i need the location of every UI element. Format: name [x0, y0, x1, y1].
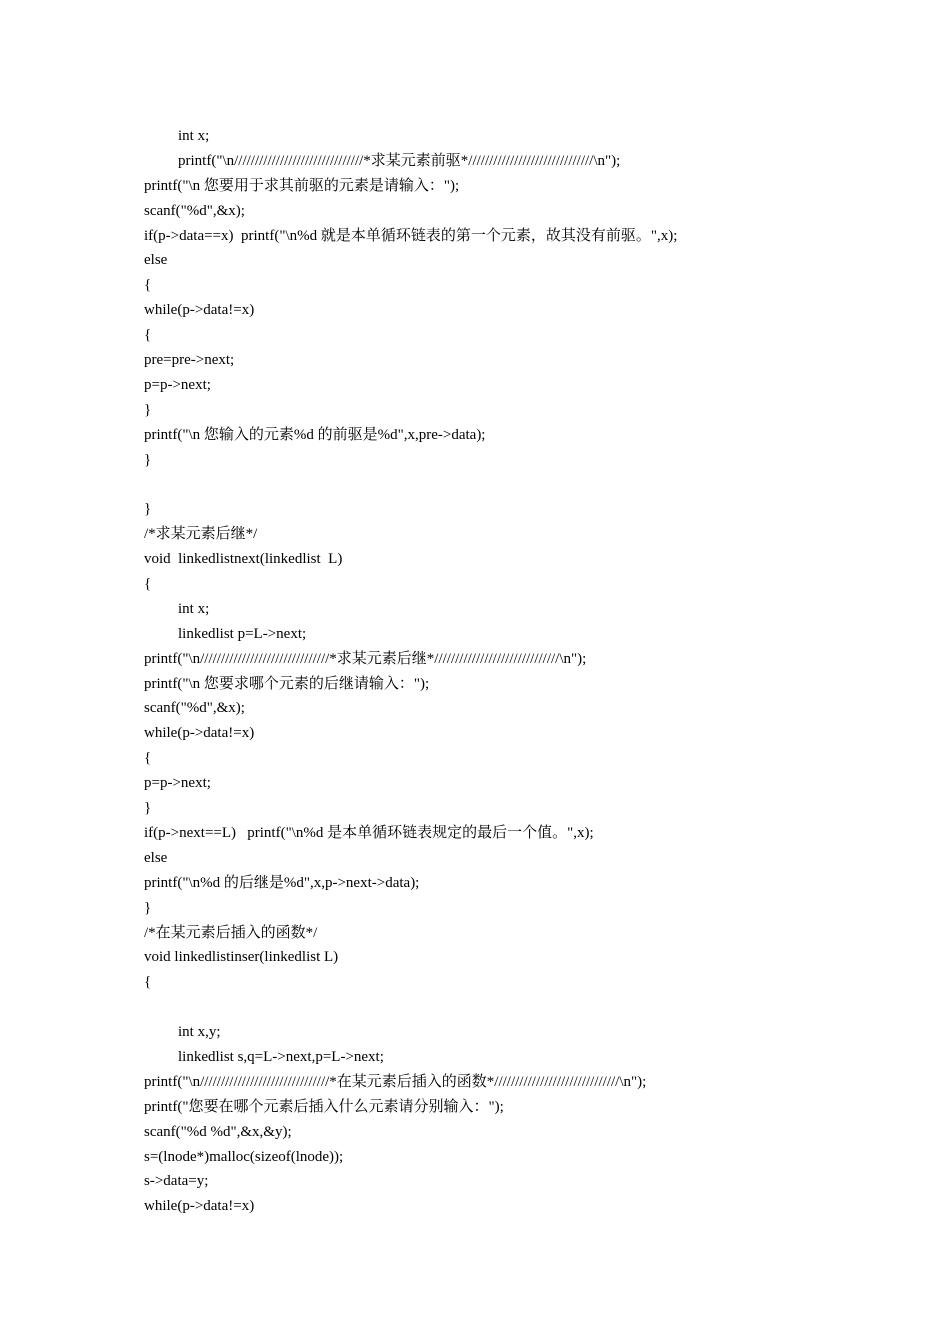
code-line: while(p->data!=x) [144, 1198, 255, 1215]
code-line: if(p->next==L) printf("\n%d 是本单循环链表规定的最后一个值。",x); [144, 824, 594, 841]
code-line: scanf("%d %d",&x,&y); [144, 1123, 292, 1140]
code-line: printf("您要在哪个元素后插入什么元素请分别输入："); [144, 1098, 504, 1115]
code-line: int x,y; [178, 1024, 221, 1041]
code-line: { [144, 750, 152, 767]
code-line: { [144, 974, 152, 991]
code-line: pre=pre->next; [144, 352, 235, 369]
code-line: printf("\n 您输入的元素%d 的前驱是%d",x,pre->data); [144, 426, 486, 443]
code-line: printf("\n 您要用于求其前驱的元素是请输入："); [144, 177, 460, 194]
code-line: /*求某元素后继*/ [144, 526, 258, 543]
code-line: } [144, 501, 152, 518]
code-line: else [144, 849, 168, 866]
code-line: } [144, 899, 152, 916]
code-line: p=p->next; [144, 775, 211, 792]
code-line: printf("\n///////////////////////////////*求某元素前驱*//////////////////////////////\n"); [178, 152, 621, 169]
code-line: void linkedlistinser(linkedlist L) [144, 949, 339, 966]
code-line: linkedlist p=L->next; [178, 625, 307, 642]
code-line: printf("\n///////////////////////////////*在某元素后插入的函数*//////////////////////////////\n"); [144, 1073, 647, 1090]
code-line: printf("\n%d 的后继是%d",x,p->next->data); [144, 874, 420, 891]
code-line: } [144, 401, 152, 418]
code-line: s->data=y; [144, 1173, 209, 1190]
code-line: s=(lnode*)malloc(sizeof(lnode)); [144, 1148, 344, 1165]
code-line: int x; [178, 128, 210, 144]
code-line [144, 995, 924, 1020]
code-line: { [144, 277, 152, 294]
code-line: linkedlist s,q=L->next,p=L->next; [178, 1048, 384, 1065]
code-line: printf("\n 您要求哪个元素的后继请输入："); [144, 675, 430, 692]
code-line: scanf("%d",&x); [144, 202, 245, 219]
code-line: } [144, 800, 152, 817]
code-line: else [144, 252, 168, 269]
code-listing [144, 124, 924, 1219]
code-line: { [144, 327, 152, 344]
code-line [144, 472, 924, 497]
code-line: } [144, 451, 152, 468]
code-line: while(p->data!=x) [144, 725, 255, 742]
code-line: /*在某元素后插入的函数*/ [144, 924, 318, 941]
code-line: p=p->next; [144, 376, 211, 393]
code-line: void linkedlistnext(linkedlist L) [144, 551, 343, 568]
code-line: if(p->data==x) printf("\n%d 就是本单循环链表的第一个元素，故其没有前驱。",x); [144, 227, 678, 244]
code-line: printf("\n///////////////////////////////*求某元素后继*//////////////////////////////\n"); [144, 650, 587, 667]
code-line: scanf("%d",&x); [144, 700, 245, 717]
code-line: while(p->data!=x) [144, 302, 255, 319]
code-line: int x; [178, 600, 210, 617]
code-line: { [144, 576, 152, 593]
